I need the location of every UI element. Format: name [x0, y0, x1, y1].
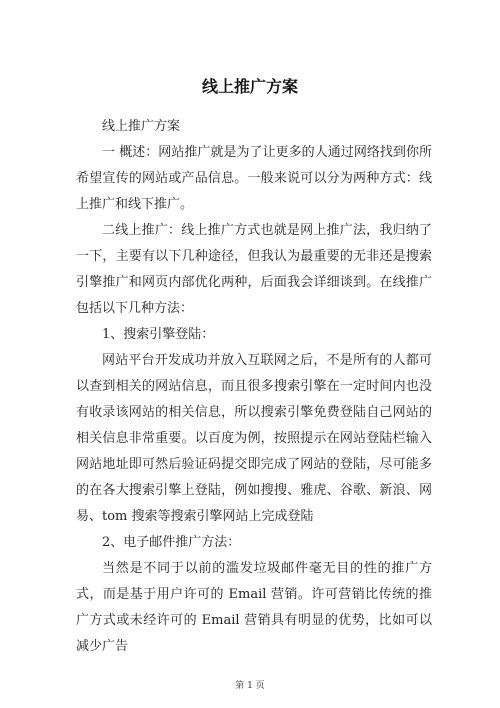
document-title: 线上推广方案: [201, 77, 298, 96]
paragraph-overview: 一 概述：网站推广就是为了让更多的人通过网络找到你所希望宣传的网站或产品信息。一般来说可以分为两种方式：线上推广和线下推广。: [76, 145, 432, 212]
page-number: 第 1 页: [235, 681, 265, 691]
document-body: [76, 114, 432, 660]
paragraph-search-engine: 网站平台开发成功并放入互联网之后，不是所有的人都可以查到相关的网站信息，而且很多搜索引擎在一定时间内也没有收录该网站的相关信息，所以搜索引擎免费登陆自己网站的相关信息非常重要。以百度为例，按照提示在网站登陆栏输入网站地址即可然后验证码提交即完成了网站的登陆，尽可能多的在各大搜索引擎上登陆，例如搜搜、雅虎、谷歌、新浪、网易、tom 搜索等搜索引擎网站上完成登陆: [76, 353, 432, 524]
paragraph-email: 当然是不同于以前的滥发垃圾邮件毫无目的性的推广方式，而是基于用户许可的 Email 营销。许可营销比传统的推广方式或未经许可的 Email 营销具有明显的优势，比如可以减少广告: [76, 561, 432, 654]
paragraph-heading: 线上推广方案: [102, 119, 181, 134]
section-search-engine-title: 1、搜索引擎登陆：: [102, 327, 215, 342]
section-email-title: 2、电子邮件推广方法：: [102, 535, 241, 550]
paragraph-online-promotion: 二线上推广：线上推广方式也就是网上推广法，我归纳了一下，主要有以下几种途径，但我认为最重要的无非还是搜索引擎推广和网页内部优化两种，后面我会详细谈到。在线推广包括以下几种方法：: [76, 223, 432, 316]
